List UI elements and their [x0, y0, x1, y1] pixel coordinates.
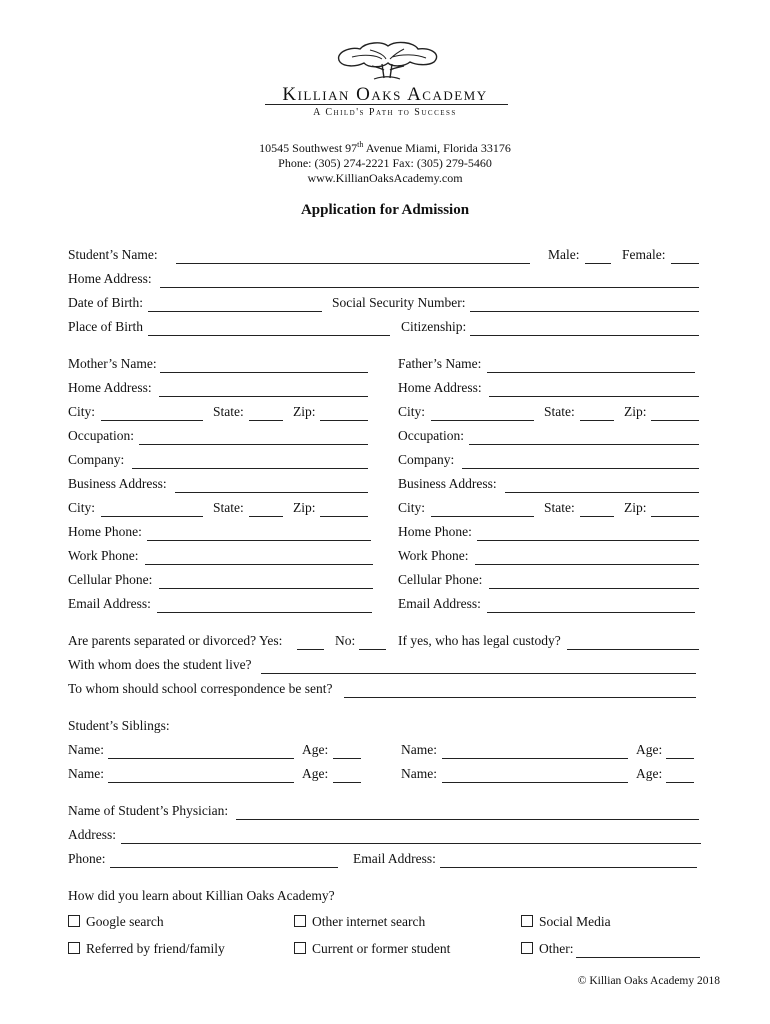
father-state-field[interactable]	[580, 404, 614, 421]
option-social-media[interactable]: Social Media	[521, 914, 611, 930]
mother-state-field[interactable]	[249, 404, 283, 421]
father-home-phone-field[interactable]	[477, 524, 699, 541]
mother-business-zip-label: Zip:	[293, 500, 316, 515]
father-name-label: Father’s Name:	[398, 356, 482, 371]
mother-work-phone-label: Work Phone:	[68, 548, 139, 563]
place-of-birth-label: Place of Birth	[68, 319, 143, 334]
male-field[interactable]	[585, 247, 611, 264]
mother-email-field[interactable]	[157, 596, 372, 613]
mother-business-state-field[interactable]	[249, 500, 283, 517]
mother-cell-phone-field[interactable]	[159, 572, 373, 589]
mother-state-label: State:	[213, 404, 244, 419]
separated-no-field[interactable]	[359, 633, 386, 650]
father-cell-phone-field[interactable]	[489, 572, 699, 589]
physician-email-label: Email Address:	[353, 851, 436, 866]
sibling-1-age-label: Age:	[302, 742, 329, 757]
physician-email-field[interactable]	[440, 851, 697, 868]
correspondence-field[interactable]	[344, 681, 696, 698]
ssn-field[interactable]	[470, 295, 699, 312]
ssn-label: Social Security Number:	[332, 295, 466, 310]
checkbox-icon[interactable]	[68, 915, 80, 927]
mother-city-field[interactable]	[101, 404, 203, 421]
mother-home-phone-field[interactable]	[147, 524, 371, 541]
copyright: © Killian Oaks Academy 2018	[577, 975, 720, 987]
checkbox-icon[interactable]	[294, 915, 306, 927]
form-title: Application for Admission	[300, 202, 470, 218]
citizenship-label: Citizenship:	[401, 319, 467, 334]
mother-business-city-field[interactable]	[101, 500, 203, 517]
mother-home-phone-label: Home Phone:	[68, 524, 142, 539]
checkbox-icon[interactable]	[294, 942, 306, 954]
father-occupation-field[interactable]	[469, 428, 699, 445]
sibling-3-age-label: Age:	[302, 766, 329, 781]
other-source-field[interactable]	[576, 941, 700, 958]
father-business-address-field[interactable]	[505, 476, 699, 493]
father-home-phone-label: Home Phone:	[398, 524, 472, 539]
student-home-address-label: Home Address:	[68, 271, 152, 286]
father-city-field[interactable]	[431, 404, 534, 421]
sibling-4-name-field[interactable]	[442, 766, 628, 783]
option-referred-by-friend[interactable]: Referred by friend/family	[68, 941, 225, 957]
father-home-address-field[interactable]	[489, 380, 699, 397]
separated-yes-field[interactable]	[297, 633, 324, 650]
father-state-label: State:	[544, 404, 575, 419]
sibling-3-age-field[interactable]	[333, 766, 361, 783]
school-name: Killian Oaks Academy	[282, 84, 488, 105]
option-other[interactable]: Other:	[521, 941, 574, 957]
dob-label: Date of Birth:	[68, 295, 143, 310]
mother-zip-field[interactable]	[320, 404, 368, 421]
tree-logo-icon	[330, 40, 445, 85]
father-business-zip-field[interactable]	[651, 500, 699, 517]
custody-field[interactable]	[567, 633, 699, 650]
header-rule	[265, 104, 508, 105]
option-current-former-student[interactable]: Current or former student	[294, 941, 450, 957]
option-google-search[interactable]: Google search	[68, 914, 164, 930]
siblings-heading: Student’s Siblings:	[68, 718, 170, 733]
sibling-2-age-label: Age:	[636, 742, 663, 757]
school-website: www.KillianOaksAcademy.com	[307, 171, 463, 185]
female-label: Female:	[622, 247, 666, 262]
mother-name-label: Mother’s Name:	[68, 356, 157, 371]
father-company-field[interactable]	[462, 452, 699, 469]
student-name-label: Student’s Name:	[68, 247, 158, 262]
sibling-4-name-label: Name:	[401, 766, 437, 781]
sibling-1-name-field[interactable]	[108, 742, 294, 759]
mother-occupation-label: Occupation:	[68, 428, 134, 443]
female-field[interactable]	[671, 247, 699, 264]
correspondence-label: To whom should school correspondence be sent?	[68, 681, 333, 696]
separated-no-label: No:	[335, 633, 356, 648]
lives-with-field[interactable]	[261, 657, 696, 674]
physician-address-field[interactable]	[121, 827, 701, 844]
sibling-4-age-label: Age:	[636, 766, 663, 781]
mother-home-address-field[interactable]	[159, 380, 368, 397]
mother-company-label: Company:	[68, 452, 125, 467]
sibling-2-name-field[interactable]	[442, 742, 628, 759]
mother-cell-phone-label: Cellular Phone:	[68, 572, 153, 587]
sibling-3-name-label: Name:	[68, 766, 104, 781]
father-work-phone-label: Work Phone:	[398, 548, 469, 563]
option-other-internet-search[interactable]: Other internet search	[294, 914, 425, 930]
physician-phone-field[interactable]	[110, 851, 338, 868]
mother-business-zip-field[interactable]	[320, 500, 368, 517]
separated-question-label: Are parents separated or divorced? Yes:	[68, 633, 283, 648]
father-zip-field[interactable]	[651, 404, 699, 421]
mother-email-label: Email Address:	[68, 596, 151, 611]
sibling-1-age-field[interactable]	[333, 742, 361, 759]
checkbox-icon[interactable]	[68, 942, 80, 954]
physician-phone-label: Phone:	[68, 851, 106, 866]
male-label: Male:	[548, 247, 580, 262]
sibling-3-name-field[interactable]	[108, 766, 294, 783]
lives-with-label: With whom does the student live?	[68, 657, 252, 672]
mother-occupation-field[interactable]	[139, 428, 368, 445]
father-company-label: Company:	[398, 452, 455, 467]
father-name-field[interactable]	[487, 356, 695, 373]
school-tagline: A Child's Path to Success	[313, 107, 457, 118]
father-email-field[interactable]	[487, 596, 695, 613]
father-business-city-field[interactable]	[431, 500, 534, 517]
checkbox-icon[interactable]	[521, 915, 533, 927]
father-zip-label: Zip:	[624, 404, 647, 419]
mother-name-field[interactable]	[160, 356, 368, 373]
school-phone: Phone: (305) 274-2221 Fax: (305) 279-5460	[278, 156, 492, 170]
dob-field[interactable]	[148, 295, 322, 312]
school-address: 10545 Southwest 97th Avenue Miami, Florida 33176	[259, 140, 511, 155]
student-home-address-field[interactable]	[160, 271, 699, 288]
citizenship-field[interactable]	[470, 319, 699, 336]
father-work-phone-field[interactable]	[475, 548, 699, 565]
physician-address-label: Address:	[68, 827, 116, 842]
sibling-1-name-label: Name:	[68, 742, 104, 757]
father-business-state-field[interactable]	[580, 500, 614, 517]
father-email-label: Email Address:	[398, 596, 481, 611]
mother-city-label: City:	[68, 404, 96, 419]
sibling-2-age-field[interactable]	[666, 742, 694, 759]
father-business-zip-label: Zip:	[624, 500, 647, 515]
place-of-birth-field[interactable]	[148, 319, 390, 336]
custody-label: If yes, who has legal custody?	[398, 633, 561, 648]
sibling-4-age-field[interactable]	[666, 766, 694, 783]
mother-business-address-field[interactable]	[175, 476, 368, 493]
mother-company-field[interactable]	[132, 452, 368, 469]
mother-business-state-label: State:	[213, 500, 244, 515]
mother-business-city-label: City:	[68, 500, 96, 515]
father-business-address-label: Business Address:	[398, 476, 497, 491]
father-cell-phone-label: Cellular Phone:	[398, 572, 483, 587]
mother-business-address-label: Business Address:	[68, 476, 167, 491]
father-business-city-label: City:	[398, 500, 426, 515]
checkbox-icon[interactable]	[521, 942, 533, 954]
sibling-2-name-label: Name:	[401, 742, 437, 757]
physician-name-field[interactable]	[236, 803, 699, 820]
mother-work-phone-field[interactable]	[145, 548, 373, 565]
mother-home-address-label: Home Address:	[68, 380, 152, 395]
student-name-field[interactable]	[176, 247, 530, 264]
father-business-state-label: State:	[544, 500, 575, 515]
father-city-label: City:	[398, 404, 426, 419]
father-home-address-label: Home Address:	[398, 380, 482, 395]
father-occupation-label: Occupation:	[398, 428, 464, 443]
mother-zip-label: Zip:	[293, 404, 316, 419]
physician-name-label: Name of Student’s Physician:	[68, 803, 229, 818]
referral-question: How did you learn about Killian Oaks Academy?	[68, 888, 335, 903]
